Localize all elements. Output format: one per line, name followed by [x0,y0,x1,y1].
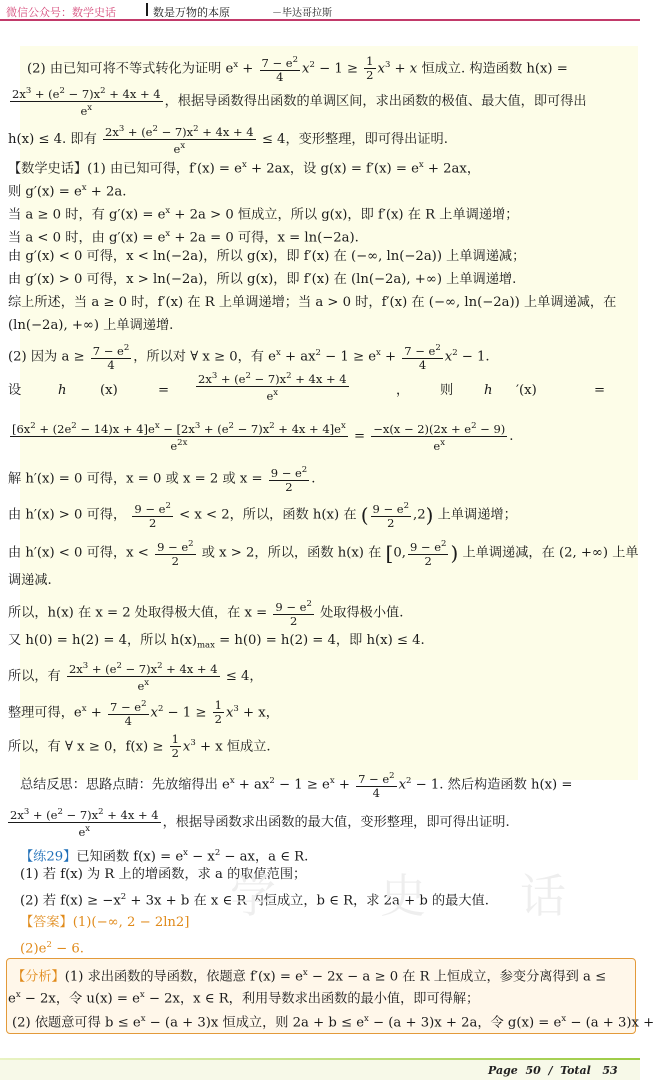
watermark-char-2: 史 [380,869,426,923]
header-author: －毕达哥拉斯 [272,8,332,19]
wechat-label: 微信公众号：数学史话 [6,6,116,19]
analysis-line-3: (2) 依题意可得 $b \le e^x - (a + 3)x$ 恒成立，则 $2a + b \le e^x - (a + 3)x + 2a$，令 $g(x) = e^x - (a + 3)x$ + [12,1014,654,1031]
exercise-line-2: (1) 若 f(x) 为 R 上的增函数，求 a 的取值范围； [20,867,307,882]
line-10: 综上所述，当 a ≥ 0 时，f′(x) 在 R 上单调递增；当 a > 0 时，f′(x) 在 (−∞, ln(−2a)) 上单调递减，在 [8,295,617,310]
line-7: 当 a < 0 时，由 $g'(x) = e^x + 2a = 0$ 可得，x = ln(−2a). [8,229,359,246]
line-18: 调递减. [8,573,52,588]
summary-line-2: $\frac{2x^3 + (e^2 - 7)x^2 + 4x + 4}{e^x}$ ，根据导函数求出函数的最大值，变形整理，即可得出证明. [10,807,510,839]
line-6: 当 a ≥ 0 时，有 $g'(x) = e^x + 2a > 0$ 恒成立，所以 g(x)，即 f′(x) 在 R 上单调递增； [8,206,519,223]
answer-line-1: 【答案】(1)(−∞, 2 − 2ln2] [20,915,190,930]
page-indicator: Page 50 / Total 53 [488,1064,618,1077]
line-3: h(x) ≤ 4. 即有 $\frac{2x^3 + (e^2 - 7)x^2 + 4x + 4}{e^x}$ ≤ 4，变形整理，即可得出证明. [8,124,448,156]
watermark-char-3: 话 [520,869,566,923]
footer-bar [0,1058,640,1060]
line-21: 所以，有 $\frac{2x^3 + (e^2 - 7)x^2 + 4x + 4}{e^x}$ ≤ 4， [8,661,263,693]
page-footer [0,1058,640,1080]
line-17: 由 h′(x) < 0 可得，x < $\frac{9 - e^2}{2}$ 或 x > 2，所以，函数 h(x) 在 [0, $\frac{9 - e^2}{2}$ ) 上单调递减，在 (2, +∞) 上单 [8,539,639,568]
line-9: 由 g′(x) > 0 可得，x > ln(−2a)，所以 g(x)，即 f′(x) 在 (ln(−2a), +∞) 上单调递增. [8,272,517,287]
line-13: 设 h (x) = $\frac{2x^3 + (e^2 - 7)x^2 + 4x + 4}{e^x}$ ， 则 h ′(x) = [8,371,606,403]
line-22: 整理可得，$e^x$ + $\frac{7 - e^2}{4}$ $x^2 - 1$ ≥ $\frac{1}{2}$ $x^3 + x$， [8,698,279,728]
watermark-char-1: 学 [230,869,276,923]
line-12: (2) 因为 a ≥ $\frac{7 - e^2}{4}$ ，所以对 ∀ x ≥ 0，有 $e^x + ax^2 - 1 \ge e^x$ + $\frac{7 - e^2}{4}$ $x^2 - 1$. [8,343,490,372]
exercise-line-3: (2) 若 $f(x) \ge -x^2 + 3x + b$ 在 x ∈ R 内恒成立，b ∈ R，求 2a + b 的最大值. [20,892,489,909]
summary-line-1: 总结反思：思路点睛：先放缩得出 $e^x + ax^2 - 1 \ge e^x$ + $\frac{7 - e^2}{4}$ $x^2 - 1$. 然后构造函数 h(x) = [20,771,573,800]
line-8: 由 g′(x) < 0 可得，x < ln(−2a)，所以 g(x)，即 f′(x) 在 (−∞, ln(−2a)) 上单调递减； [8,249,526,264]
header-rule [0,19,640,21]
line-4: 【数学史话】(1) 由已知可得，$f'(x) = e^x + 2ax$，设 $g(x) = f'(x) = e^x + 2ax$， [8,160,481,177]
answer-line-2: $(2)e^2 - 6$. [20,940,84,957]
line-20: 又 h(0) = h(2) = 4，所以 $h(x)_{max} = h(0) = h(2) = 4$，即 h(x) ≤ 4. [8,633,425,651]
exercise-line-1: 【练29】已知函数 $f(x) = e^x - x^2$ − ax，a ∈ R. [20,848,309,865]
line-1: (2) 由已知可将不等式转化为证明 $e^x$ + $\frac{7 - e^2}{4}$ $x^2 - 1$ ≥ $\frac{1}{2}$ $x^3 + x$ 恒成立. 构造函数 h(x) = [27,54,568,84]
header-divider [146,3,148,16]
line-15: 解 h′(x) = 0 可得，x = 0 或 x = 2 或 x = $\frac{9 - e^2}{2}$ . [8,465,316,494]
line-2: $\frac{2x^3 + (e^2 - 7)x^2 + 4x + 4}{e^x}$ ，根据导函数得出函数的单调区间，求出函数的极值、最大值，即可得出 [12,86,587,118]
line-11: (ln(−2a), +∞) 上单调递增. [8,318,174,333]
line-19: 所以，h(x) 在 x = 2 处取得极大值，在 x = $\frac{9 - e^2}{2}$ 处取得极小值. [8,599,404,628]
page-header [0,0,640,22]
line-14: $\frac{[6x^2 + (2e^2 - 14)x + 4]e^x - [2x^3 + (e^2 - 7)x^2 + 4x + 4]e^x}{e^{2x}}$ = $\frac{-x(x - 2)(2x + e^2 - 9)}{e^x}$ . [12,421,514,453]
analysis-line-1: 【分析】(1) 求出函数的导函数，依题意 $f'(x) = e^x - 2x - a \ge 0$ 在 R 上恒成立，参变分离得到 a ≤ [12,968,607,985]
analysis-line-2: $e^x - 2x$，令 $u(x) = e^x - 2x$，x ∈ R，利用导数求出函数的最小值，即可得解； [8,990,480,1007]
line-16: 由 h′(x) > 0 可得， $\frac{9 - e^2}{2}$ < x < 2，所以，函数 h(x) 在 ( $\frac{9 - e^2}{2}$ ,2) 上单调递增； [8,501,517,530]
line-23: 所以，有 ∀ x ≥ 0，f(x) ≥ $\frac{1}{2}$ $x^3 + x$ 恒成立. [8,732,271,761]
content [0,22,654,1058]
line-5: 则 $g'(x) = e^x + 2a$. [8,183,127,200]
header-title: 数是万物的本原 [153,6,230,19]
